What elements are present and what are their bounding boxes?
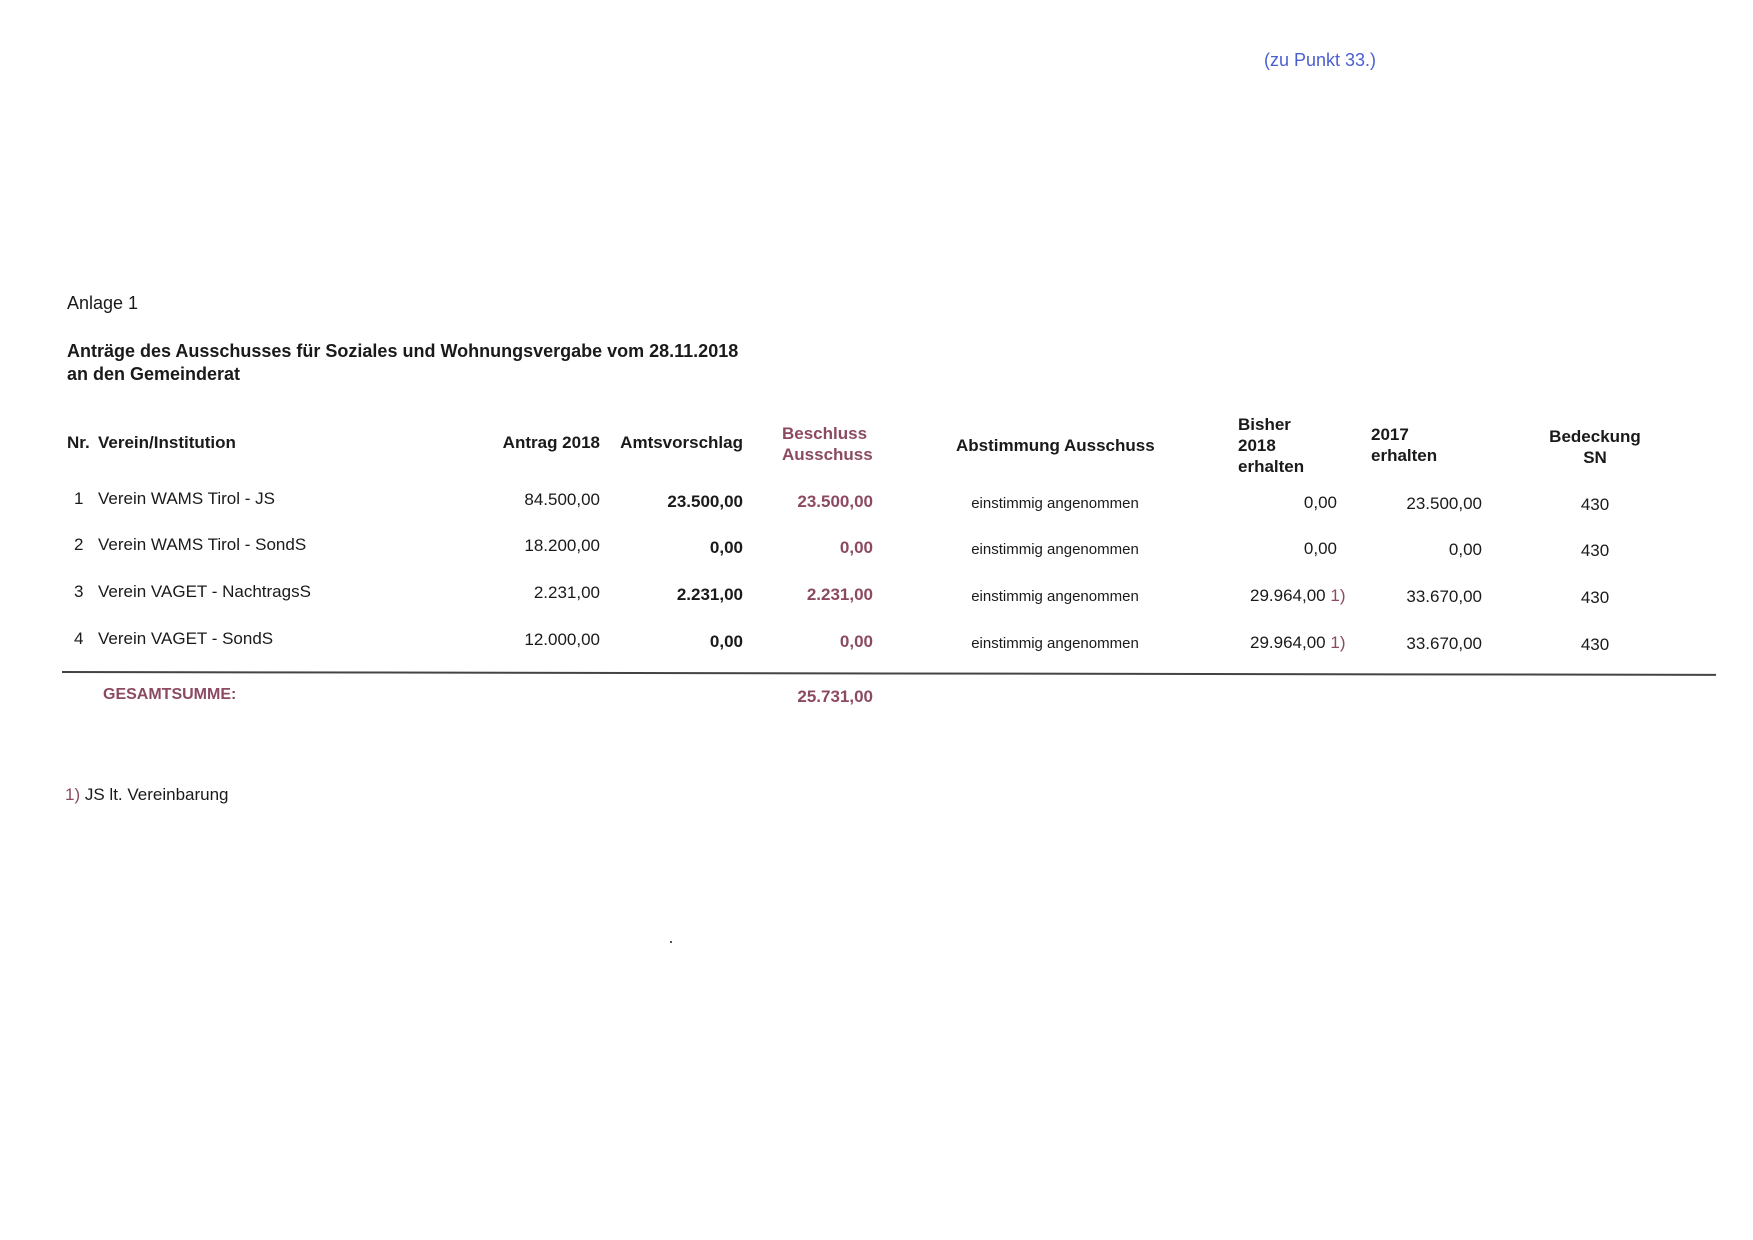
attachment-label: Anlage 1 bbox=[67, 293, 139, 313]
row-beschluss: 2.231,00 bbox=[806, 585, 873, 604]
row-amtsvorschlag: 2.231,00 bbox=[676, 585, 743, 604]
row-amtsvorschlag: 0,00 bbox=[709, 538, 743, 557]
row-antrag: 84.500,00 bbox=[524, 490, 600, 509]
header-bedeckung-line-1: Bedeckung bbox=[1549, 427, 1641, 446]
footnote-mark: 1) bbox=[65, 785, 81, 804]
row-institution: Verein WAMS Tirol - SondS bbox=[98, 535, 307, 554]
row-bisher bbox=[1220, 538, 1337, 559]
total-value: 25.731,00 bbox=[797, 687, 873, 706]
row-2017: 0,00 bbox=[1448, 540, 1482, 559]
header-beschluss-line-1: Beschluss bbox=[782, 424, 868, 443]
title-line-1: Anträge des Ausschusses für Soziales und Wohnungsvergabe vom 28.11.2018 bbox=[67, 341, 739, 361]
row-antrag: 18.200,00 bbox=[524, 536, 600, 555]
header-nr: Nr. bbox=[67, 433, 90, 452]
header-bisher-line-2: 2018 bbox=[1238, 436, 1276, 455]
row-bedeckung: 430 bbox=[1580, 541, 1610, 560]
header-abstimmung: Abstimmung Ausschuss bbox=[956, 436, 1155, 455]
row-abstimmung: einstimmig angenommen bbox=[971, 635, 1139, 652]
row-abstimmung: einstimmig angenommen bbox=[971, 541, 1139, 558]
table-row bbox=[0, 488, 1753, 512]
table-divider bbox=[62, 671, 1716, 676]
row-bisher-value: 29.964,00 bbox=[1250, 633, 1326, 652]
row-nr: 4 bbox=[74, 629, 84, 648]
document-title bbox=[67, 340, 827, 386]
row-bisher bbox=[1250, 585, 1346, 606]
row-bisher-value: 0,00 bbox=[1303, 539, 1337, 558]
header-2017-line-2: erhalten bbox=[1371, 446, 1438, 465]
footnote-text: JS lt. Vereinbarung bbox=[84, 785, 229, 804]
row-beschluss: 0,00 bbox=[839, 632, 873, 651]
row-bisher-footnote-mark: 1) bbox=[1330, 586, 1346, 605]
row-bedeckung: 430 bbox=[1580, 635, 1610, 654]
reference-note: (zu Punkt 33.) bbox=[1264, 50, 1377, 70]
row-abstimmung: einstimmig angenommen bbox=[971, 495, 1139, 512]
scan-speck bbox=[670, 941, 672, 943]
header-beschluss-line-2: Ausschuss bbox=[782, 445, 873, 464]
row-amtsvorschlag: 0,00 bbox=[709, 632, 743, 651]
row-amtsvorschlag: 23.500,00 bbox=[667, 492, 743, 511]
table-row bbox=[0, 581, 1753, 605]
row-nr: 2 bbox=[74, 535, 84, 554]
header-bisher-line-1: Bisher bbox=[1238, 415, 1291, 434]
row-institution: Verein WAMS Tirol - JS bbox=[98, 489, 275, 508]
row-bedeckung: 430 bbox=[1580, 495, 1610, 514]
footnote bbox=[65, 785, 229, 805]
row-nr: 1 bbox=[74, 489, 84, 508]
header-bedeckung-line-2: SN bbox=[1583, 448, 1607, 467]
row-2017: 33.670,00 bbox=[1406, 587, 1482, 606]
row-bisher-value: 0,00 bbox=[1303, 493, 1337, 512]
header-amtsvorschlag: Amtsvorschlag bbox=[620, 433, 743, 452]
header-2017-line-1: 2017 bbox=[1371, 425, 1409, 444]
total-label: GESAMTSUMME: bbox=[103, 686, 237, 703]
row-bisher-footnote-mark: 1) bbox=[1330, 633, 1346, 652]
title-line-2: an den Gemeinderat bbox=[67, 364, 241, 384]
row-2017: 23.500,00 bbox=[1406, 494, 1482, 513]
header-institution: Verein/Institution bbox=[98, 433, 236, 452]
row-bisher-value: 29.964,00 bbox=[1250, 586, 1326, 605]
row-beschluss: 23.500,00 bbox=[797, 492, 873, 511]
header-2017 bbox=[1371, 424, 1437, 466]
header-bisher bbox=[1238, 414, 1304, 477]
row-bisher bbox=[1250, 632, 1346, 653]
header-antrag: Antrag 2018 bbox=[502, 433, 600, 452]
header-bedeckung bbox=[1540, 426, 1650, 468]
row-abstimmung: einstimmig angenommen bbox=[971, 588, 1139, 605]
header-beschluss bbox=[782, 423, 873, 465]
header-bisher-line-3: erhalten bbox=[1238, 457, 1305, 476]
row-2017: 33.670,00 bbox=[1406, 634, 1482, 653]
table-row bbox=[0, 534, 1753, 558]
row-beschluss: 0,00 bbox=[839, 538, 873, 557]
row-bedeckung: 430 bbox=[1580, 588, 1610, 607]
row-nr: 3 bbox=[74, 582, 84, 601]
row-institution: Verein VAGET - NachtragsS bbox=[98, 582, 311, 601]
row-institution: Verein VAGET - SondS bbox=[98, 629, 274, 648]
table-row bbox=[0, 628, 1753, 652]
row-bisher bbox=[1220, 492, 1337, 513]
row-antrag: 2.231,00 bbox=[533, 583, 600, 602]
row-antrag: 12.000,00 bbox=[524, 630, 600, 649]
